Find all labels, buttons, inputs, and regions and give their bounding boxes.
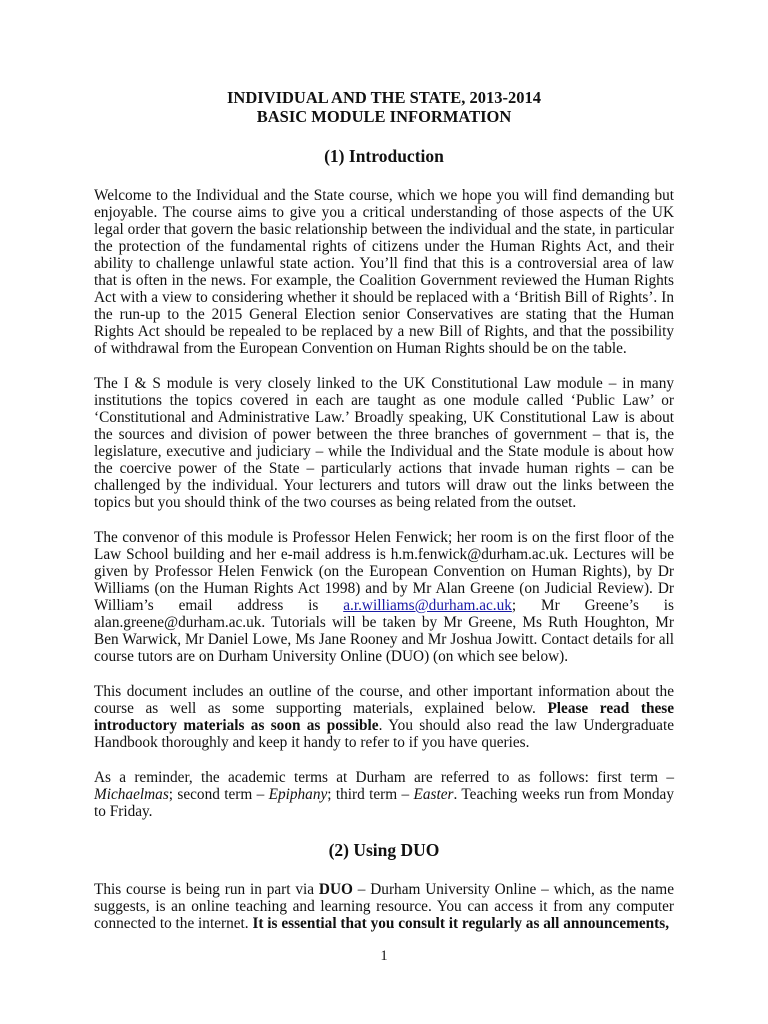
email-link-williams[interactable]: a.r.williams@durham.ac.uk [343, 597, 512, 614]
term-michaelmas: Michaelmas [94, 786, 169, 803]
duo-text-mid: – Durham University Online – which, as the name suggests, is an online teaching and learning resource. You can access it from any computer connected to the internet. [94, 881, 674, 932]
intro-paragraph-3 [94, 529, 674, 665]
para5-text-mid1: ; second term – [168, 786, 269, 803]
section-heading-using-duo: (2) Using DUO [328, 840, 440, 860]
intro-paragraph-5 [94, 769, 674, 820]
duo-text-start: This course is being run in part via [94, 881, 319, 898]
para4-text-end: . You should also read the law Undergraduate Handbook thoroughly and keep it handy to refer to if you have queries. [94, 717, 675, 751]
para3-text-after: ; Mr Greene’s is alan.greene@durham.ac.uk. Tutorials will be taken by Mr Greene, Ms Ruth Houghton, Mr Ben Warwick, Mr Daniel Lowe, Ms Jane Rooney and Mr Joshua Jowitt. Contact details for all course tutors are on Durham University Online (DUO) (on which see below). [94, 597, 674, 665]
term-easter: Easter [413, 786, 454, 803]
para4-text-start: This document includes an outline of the course, and other important information about the course as well as some supporting materials, explained below. [94, 683, 674, 717]
term-epiphany: Epiphany [268, 786, 328, 803]
section-heading-introduction: (1) Introduction [324, 146, 444, 166]
page-number: 1 [380, 948, 388, 964]
intro-paragraph-1: Welcome to the Individual and the State course, which we hope you will find demanding but enjoyable. The course aims to give you a critical understanding of those aspects of the UK legal order that govern the basic relationship between the individual and the state, in particular the protection of the fundamental rights of citizens under the Human Rights Act, and their ability to challenge unlawful state action. You’ll find that this is a controversial area of law that is often in the news. For example, the Coalition Government reviewed the Human Rights Act with a view to considering whether it should be replaced with a ‘British Bill of Rights’. In the run-up to the 2015 General Election senior Conservatives are stating that the Human Rights Act should be repealed to be replaced by a new Bill of Rights, and that the possibility of withdrawal from the European Convention on Human Rights should be on the table. [94, 187, 674, 357]
intro-paragraph-2: The I & S module is very closely linked to the UK Constitutional Law module – in many institutions the topics covered in each are taught as one module called ‘Public Law’ or ‘Constitutional and Administrative Law.’ Broadly speaking, UK Constitutional Law is about the sources and division of power between the three branches of government – that is, the legislature, executive and judiciary – while the Individual and the State module is about how the coercive power of the State – particularly actions that invade human rights – can be challenged by the individual. Your lecturers and tutors will draw out the links between the topics but you should think of the two courses as being related from the outset. [94, 375, 674, 511]
para5-text-start: As a reminder, the academic terms at Durham are referred to as follows: first term – [94, 769, 674, 786]
intro-paragraph-4 [94, 683, 674, 751]
para3-text-before: The convenor of this module is Professor Helen Fenwick; her room is on the first floor of the Law School building and her e-mail address is h.m.fenwick@durham.ac.uk. Lectures will be given by Professor Helen Fenwick (on the European Convention on Human Rights), by Dr Williams (on the Human Rights Act 1998) and by Mr Alan Greene (on Judicial Review). Dr William’s email address is [94, 529, 674, 614]
duo-bold-label: DUO [318, 881, 353, 898]
para4-bold-text: Please read these introductory materials as soon as possible [94, 700, 675, 734]
duo-paragraph-1 [94, 881, 674, 932]
document-title-line1: INDIVIDUAL AND THE STATE, 2013-2014 [226, 88, 541, 107]
duo-bold-notice: It is essential that you consult it regularly as all announcements, [252, 915, 670, 932]
para5-text-mid2: ; third term – [327, 786, 414, 803]
document-title-line2: BASIC MODULE INFORMATION [256, 107, 512, 126]
para5-text-end: . Teaching weeks run from Monday to Friday. [94, 786, 674, 820]
